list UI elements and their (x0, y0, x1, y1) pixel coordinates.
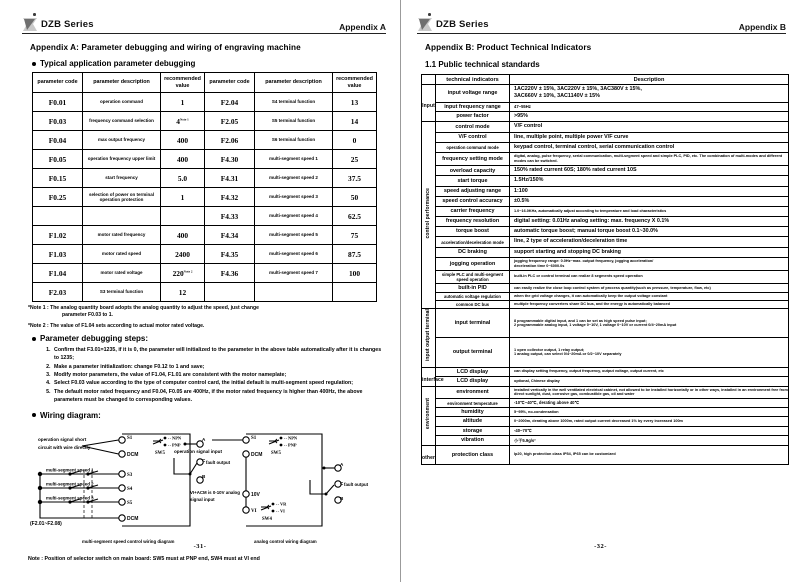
cell-desc: selection of power on terminal operation protection (83, 188, 161, 207)
cell-code: F2.06 (205, 131, 255, 150)
label-analog-note-l1: VI+ACM is 0-10V analog (190, 489, 240, 495)
terminal-10v: 10V (251, 491, 260, 498)
column-header-5: recommended value (333, 73, 377, 93)
spec-item-label: torque boost (436, 227, 510, 237)
note-1-line-1: *Note 1 : The analog quantity board adopts the analog quantity to adjust the speed, just change (28, 305, 259, 311)
cell-desc: S4 terminal function (255, 93, 333, 112)
page-title-right: Appendix B: Product Technical Indicators (425, 43, 592, 52)
spec-item-value: multiple frequency converters share DC bus, and the energy is automatically balanced (510, 301, 789, 309)
page-right (400, 0, 800, 582)
debug-step-2: 2. Make a parameter initialization: change F0.12 to 1 and save; (52, 364, 386, 372)
label-param-range: (F2.01~F2.08) (30, 520, 62, 527)
section-heading-debug-steps (32, 334, 386, 343)
table-header-row (33, 73, 377, 93)
cell-code: F0.03 (33, 112, 83, 131)
cell-desc: multi-segment speed 3 (255, 188, 333, 207)
spec-item-label: environment (436, 386, 510, 399)
cell-desc: multi-segment speed 7 (255, 264, 333, 283)
terminal-dcm: DCM (127, 451, 139, 458)
label-op-signal-short-l2: circuit with wire directly (38, 444, 91, 450)
cell-desc: multi-segment speed 4 (255, 207, 333, 226)
spec-item-value: 1AC220V ± 15%, 3AC220V ± 15%, 3AC380V ± 15%, 3AC660V ± 10%, 3AC1140V ± 15% (510, 85, 789, 103)
spec-item-value: 150% rated current 60S; 180% rated current 10S (510, 166, 789, 176)
z-logo-icon (417, 17, 433, 32)
label-op-signal-input: operation signal input (174, 448, 222, 454)
spec-item-value: 0~2000m, derating above 1000m, rated output current decreased 1% by every increased 100m (510, 417, 789, 426)
page-number-left: -31- (193, 543, 207, 550)
relay-b-right: B (340, 495, 344, 501)
caption-left-diagram: multi-segment speed control wiring diagram (82, 538, 175, 544)
cell-desc: motor rated voltage (83, 264, 161, 283)
spec-item-value: line, 2 type of acceleration/deceleration time (510, 237, 789, 247)
column-header-4: parameter description (255, 73, 333, 93)
spec-item-value: 1.5Hz/150% (510, 176, 789, 186)
spec-row (422, 367, 789, 377)
spec-row (422, 85, 789, 103)
cell-val: 400 (161, 226, 205, 245)
label-pnp-left: ·· PNP (168, 442, 181, 448)
spec-item-value: 1:100 (510, 186, 789, 196)
spec-row (422, 293, 789, 301)
cell-desc: multi-segment speed 1 (255, 150, 333, 169)
spec-row (422, 132, 789, 142)
cell-desc: S5 terminal function (255, 112, 333, 131)
spec-item-label: built-in PID (436, 283, 510, 292)
relay-b-left: B (202, 473, 206, 479)
cell-val: 2400 (161, 245, 205, 264)
spec-item-value: Ip20, high protection class IP54, IP65 can be customized (510, 445, 789, 464)
cell-val: 400 (161, 150, 205, 169)
table-row (33, 169, 377, 188)
cell-val (333, 283, 377, 302)
spec-item-label: input voltage range (436, 85, 510, 103)
cell-val: 13 (333, 93, 377, 112)
spec-item-label: vibration (436, 436, 510, 445)
cell-code (205, 283, 255, 302)
cell-code: F4.30 (205, 150, 255, 169)
spec-item-label: operation command mode (436, 142, 510, 152)
cell-code: F2.04 (205, 93, 255, 112)
cell-code: F2.03 (33, 283, 83, 302)
cell-code: F4.33 (205, 207, 255, 226)
label-npn-left: ·· NPN (168, 435, 182, 441)
cell-desc: operation frequency upper limit (83, 150, 161, 169)
spec-column-header-1: technical indicators (436, 75, 510, 85)
cell-val: 12 (161, 283, 205, 302)
wiring-diagram-svg (22, 426, 390, 552)
spec-item-value: optional, Chinese display (510, 377, 789, 387)
cell-val: $220^{Note 2}$ (161, 264, 205, 283)
note-1 (28, 305, 386, 320)
page-header-right (417, 10, 786, 34)
terminal-s3: S3 (127, 472, 133, 478)
spec-row (422, 301, 789, 309)
spec-item-value: V/F control (510, 122, 789, 132)
spec-item-value: when the grid voltage changes, it can automatically keep the output voltage constant (510, 293, 789, 301)
relay-a-left: A (202, 436, 206, 442)
cell-val: 87.5 (333, 245, 377, 264)
spec-item-value: keypad control, terminal control, serial communication control (510, 142, 789, 152)
label-pnp-right: ·· PNP (284, 442, 297, 448)
spec-item-label: storage (436, 426, 510, 435)
brand (417, 17, 489, 32)
spec-column-header-2: Description (510, 75, 789, 85)
spec-item-label: acceleration/deceleration mode (436, 237, 510, 247)
spec-item-value: 小于5.9g/s² (510, 436, 789, 445)
label-analog-note-l2: signal input (190, 496, 215, 502)
page-number-right: -32- (594, 543, 607, 550)
spec-row (422, 257, 789, 270)
spec-item-value: digital setting: 0.01Hz analog setting: max. frequency X 0.1% (510, 216, 789, 226)
terminal-s5: S5 (127, 500, 133, 506)
cell-val: 37.5 (333, 169, 377, 188)
spec-row (422, 176, 789, 186)
spec-row (422, 426, 789, 435)
cell-desc: multi-segment speed 2 (255, 169, 333, 188)
spec-item-value: can display setting frequency, output frequency, output voltage, output current, etc (510, 367, 789, 377)
cell-code (33, 207, 83, 226)
section-title-public-standards: 1.1 Public technical standards (425, 60, 540, 69)
spec-item-label: output terminal (436, 338, 510, 367)
cell-val: 25 (333, 150, 377, 169)
cell-val: 100 (333, 264, 377, 283)
table-row (33, 245, 377, 264)
cell-desc: motor rated speed (83, 245, 161, 264)
debugging-steps-list (22, 347, 386, 405)
debug-step-5: 5. The default motor rated frequency and F0.04, F0.05 are 400Hz, if the motor rated frequency is higher than 400Hz, the above parameters must be changed to corresponding values. (52, 389, 386, 405)
spec-row (422, 338, 789, 367)
spec-row (422, 122, 789, 132)
spec-item-label: overload capacity (436, 166, 510, 176)
debug-steps-label: Parameter debugging steps: (40, 334, 149, 344)
appendix-tag-left: Appendix A (339, 22, 386, 32)
spec-group-label: interface (422, 367, 436, 386)
cell-val: 400 (161, 131, 205, 150)
spec-item-value: digital, analog, pulse frequency, serial communication, multi-segment speed and simple PLC, PID, etc. The combination of multi-modes and different modes can be switched. (510, 153, 789, 166)
spec-item-value: built-in PLC or control terminal can realize 8 segments speed operation (510, 270, 789, 283)
spec-item-label: frequency resolution (436, 216, 510, 226)
spec-item-label: input terminal (436, 309, 510, 338)
spec-item-value: jogging frequency range: 0.0Hz~max. output frequency, jogging acceleration/ deceleration time 0~6000.0s (510, 257, 789, 270)
spec-row (422, 237, 789, 247)
cell-code: F4.36 (205, 264, 255, 283)
appendix-tag-right: Appendix B (738, 22, 786, 32)
wiring-bottom-note: Note : Position of selector switch on main board: SW5 must at PNP end, SW4 must at VI end (28, 555, 260, 562)
cell-val (161, 207, 205, 226)
spec-item-value: automatic torque boost; manual torque boost 0.1~30.0% (510, 227, 789, 237)
debug-step-4: 4. Select F0.03 value according to the type of computer control card, the initial default is multi-segment speed regulation; (52, 380, 386, 388)
cell-desc: S3 terminal function (83, 283, 161, 302)
terminal-s1: S1 (127, 435, 133, 441)
column-header-0: parameter code (33, 73, 83, 93)
table-row (33, 283, 377, 302)
cell-desc: motor rated frequency (83, 226, 161, 245)
cell-desc: multi-segment speed 5 (255, 226, 333, 245)
table-row (33, 112, 377, 131)
cell-code: F1.03 (33, 245, 83, 264)
label-fault-output-right: fault output (344, 481, 369, 487)
label-sw4: SW4 (262, 516, 272, 522)
cell-code: F1.04 (33, 264, 83, 283)
spec-item-label: input frequency range (436, 102, 510, 111)
spec-item-value: 8 programmable digital input, and 1 can be set as high speed pulse input; 2 programmable analog input, 1 voltage 0~10V, 1 voltage 0~10V or current 0/4~20mA input (510, 309, 789, 338)
spec-group-label: Input (422, 85, 436, 122)
spec-item-value: -40~70℃ (510, 426, 789, 435)
label-ms-speed-1: multi-segment speed 1 (46, 467, 94, 473)
spec-item-label: LCD display (436, 377, 510, 387)
spec-row (422, 283, 789, 292)
wiring-diagram-label: Wiring diagram: (40, 410, 101, 420)
cell-val: 1 (161, 93, 205, 112)
spec-row (422, 186, 789, 196)
spec-item-label: altitude (436, 417, 510, 426)
spec-item-value: -10℃~40℃, derating above 40℃ (510, 399, 789, 407)
spec-row (422, 399, 789, 407)
brand-name: DZB Series (436, 19, 489, 30)
spec-item-value: 47~55Hz (510, 102, 789, 111)
spec-item-label: start torque (436, 176, 510, 186)
spec-row (422, 112, 789, 122)
spec-table-header-row (422, 75, 789, 85)
spec-item-label: LCD display (436, 367, 510, 377)
spec-row (422, 436, 789, 445)
cell-code: F0.15 (33, 169, 83, 188)
label-fault-output-left: fault output (206, 459, 231, 465)
table-row (33, 93, 377, 112)
spec-item-label: power factor (436, 112, 510, 122)
section-heading-label: Typical application parameter debugging (40, 59, 196, 68)
caption-right-diagram: analog control wiring diagram (254, 538, 317, 544)
technical-indicators-table (421, 74, 789, 465)
spec-row (422, 407, 789, 416)
brand-name: DZB Series (41, 19, 94, 30)
spec-row (422, 247, 789, 257)
spec-item-label: jogging operation (436, 257, 510, 270)
cell-val: 5.0 (161, 169, 205, 188)
spec-item-value: >95% (510, 112, 789, 122)
spec-group-label: other (422, 445, 436, 464)
table-row (33, 226, 377, 245)
page-header-left (22, 10, 386, 34)
spec-row (422, 445, 789, 464)
spec-column-header-0 (422, 75, 436, 85)
table-row (33, 131, 377, 150)
relay-c-left: C (202, 457, 206, 463)
spec-item-label: frequency setting mode (436, 153, 510, 166)
column-header-1: parameter description (83, 73, 161, 93)
cell-val: 75 (333, 226, 377, 245)
terminal-s4: S4 (127, 486, 133, 492)
cell-val: 1 (161, 188, 205, 207)
section-heading-typical-application (32, 59, 386, 68)
cell-desc (255, 283, 333, 302)
spec-item-value: ±0.5% (510, 197, 789, 207)
spec-item-value: 1.0~16.0KHz, automatically adjust according to temperature and load characteristics (510, 207, 789, 216)
cell-code: F4.35 (205, 245, 255, 264)
label-ms-speed-2: multi-segment speed 2 (46, 481, 94, 487)
cell-code: F1.02 (33, 226, 83, 245)
relay-c-right: C (340, 480, 344, 486)
label-sw5-right: SW5 (271, 450, 281, 456)
terminal-vi: VI (251, 508, 257, 514)
section-heading-wiring (32, 411, 386, 420)
spec-row (422, 216, 789, 226)
label-ms-speed-3: multi-segment speed 3 (46, 495, 94, 501)
cell-val: 14 (333, 112, 377, 131)
spec-row (422, 270, 789, 283)
debug-step-1: 1. Confirm that F3.01=1235, if it is 0, the parameter will initialized to the parameter in the above table automatically after it is changes to 1235; (52, 347, 386, 363)
bullet-icon (32, 62, 36, 66)
label-op-signal-short-l1: operation signal short (38, 436, 87, 442)
cell-code: F4.32 (205, 188, 255, 207)
table-row (33, 188, 377, 207)
cell-code: F4.31 (205, 169, 255, 188)
cell-desc: operation command (83, 93, 161, 112)
spec-item-label: DC braking (436, 247, 510, 257)
cell-code: F0.05 (33, 150, 83, 169)
terminal-s1-right: S1 (251, 435, 257, 441)
spec-item-label: protection class (436, 445, 510, 464)
cell-val: 62.5 (333, 207, 377, 226)
spec-row (422, 166, 789, 176)
spec-item-label: V/F control (436, 132, 510, 142)
debug-step-3: 3. Modify motor parameters, the value of F1.04, F1.01 are consistent with the motor nameplate; (52, 372, 386, 380)
spec-item-label: simple PLC and multi-segment speed operation (436, 270, 510, 283)
spec-row (422, 377, 789, 387)
wiring-diagram (22, 426, 386, 552)
cell-code: F4.34 (205, 226, 255, 245)
spec-row (422, 227, 789, 237)
spec-row (422, 417, 789, 426)
cell-desc: frequency command selection (83, 112, 161, 131)
spec-item-value: line, multiple point, multiple power V/F curve (510, 132, 789, 142)
sw4-opt-vi: ·· VI (276, 508, 285, 514)
spec-item-label: common DC bus (436, 301, 510, 309)
cell-code: F0.25 (33, 188, 83, 207)
brand (22, 17, 94, 32)
parameter-debugging-table (32, 72, 377, 302)
spec-item-value: can easily realize the close loop control system of process quantity(such as pressure, temperature, flow, etc) (510, 283, 789, 292)
cell-val: 50 (333, 188, 377, 207)
spec-item-label: carrier frequency (436, 207, 510, 216)
spec-row (422, 102, 789, 111)
column-header-3: parameter code (205, 73, 255, 93)
spec-group-label: input output terminal (422, 309, 436, 367)
bullet-icon (32, 337, 36, 341)
cell-code: F0.01 (33, 93, 83, 112)
z-logo-icon (22, 17, 38, 32)
terminal-dcm-2: DCM (127, 515, 139, 522)
cell-code: F2.05 (205, 112, 255, 131)
table-row (33, 150, 377, 169)
cell-val: 0 (333, 131, 377, 150)
page-title-left: Appendix A: Parameter debugging and wiring of engraving machine (30, 43, 301, 52)
note-2: *Note 2 : The value of F1.04 sets according to actual motor rated voltage. (28, 322, 205, 329)
spec-item-label: environment temperature (436, 399, 510, 407)
label-sw5-left: SW5 (155, 450, 165, 456)
spec-item-label: control mode (436, 122, 510, 132)
spec-item-value: 5~95%, no-condensation (510, 407, 789, 416)
spec-group-label: control performance (422, 122, 436, 309)
spec-item-label: speed control accuracy (436, 197, 510, 207)
cell-code: F0.04 (33, 131, 83, 150)
label-npn-right: ·· NPN (284, 435, 298, 441)
sw4-opt-vr: ·· VR (276, 501, 287, 507)
spec-item-value: 1 open collector output, 1 relay output; 1 analog output, can select 0/4~20mA or 0/2~10V separately (510, 338, 789, 367)
relay-a-right: A (340, 461, 344, 467)
table-row (33, 264, 377, 283)
spec-row (422, 309, 789, 338)
bullet-icon (32, 413, 36, 417)
column-header-2: recommended value (161, 73, 205, 93)
spec-item-value: installed vertically in the well ventilated electrical cabinet, not allowed to be installed horizontally or in other ways, installed in an environment free from direct sunlight, dust, corrosive gas, combustible gas, oil and water (510, 386, 789, 399)
cell-desc (83, 207, 161, 226)
cell-desc: start frequency (83, 169, 161, 188)
spec-row (422, 207, 789, 216)
cell-desc: multi-segment speed 6 (255, 245, 333, 264)
spec-row (422, 142, 789, 152)
spec-item-label: humidity (436, 407, 510, 416)
cell-val: $4^{Note 1}$ (161, 112, 205, 131)
terminal-dcm-right: DCM (251, 451, 263, 458)
cell-desc: S6 terminal function (255, 131, 333, 150)
spec-row (422, 197, 789, 207)
spec-item-label: speed adjusting range (436, 186, 510, 196)
spec-item-label: automatic voltage regulation (436, 293, 510, 301)
cell-desc: max output frequency (83, 131, 161, 150)
spec-row (422, 386, 789, 399)
spec-item-value: support starting and stopping DC braking (510, 247, 789, 257)
note-1-line-2: parameter F0.03 to 1. (62, 312, 113, 319)
spec-row (422, 153, 789, 166)
table-row (33, 207, 377, 226)
spec-group-label: environment (422, 386, 436, 445)
